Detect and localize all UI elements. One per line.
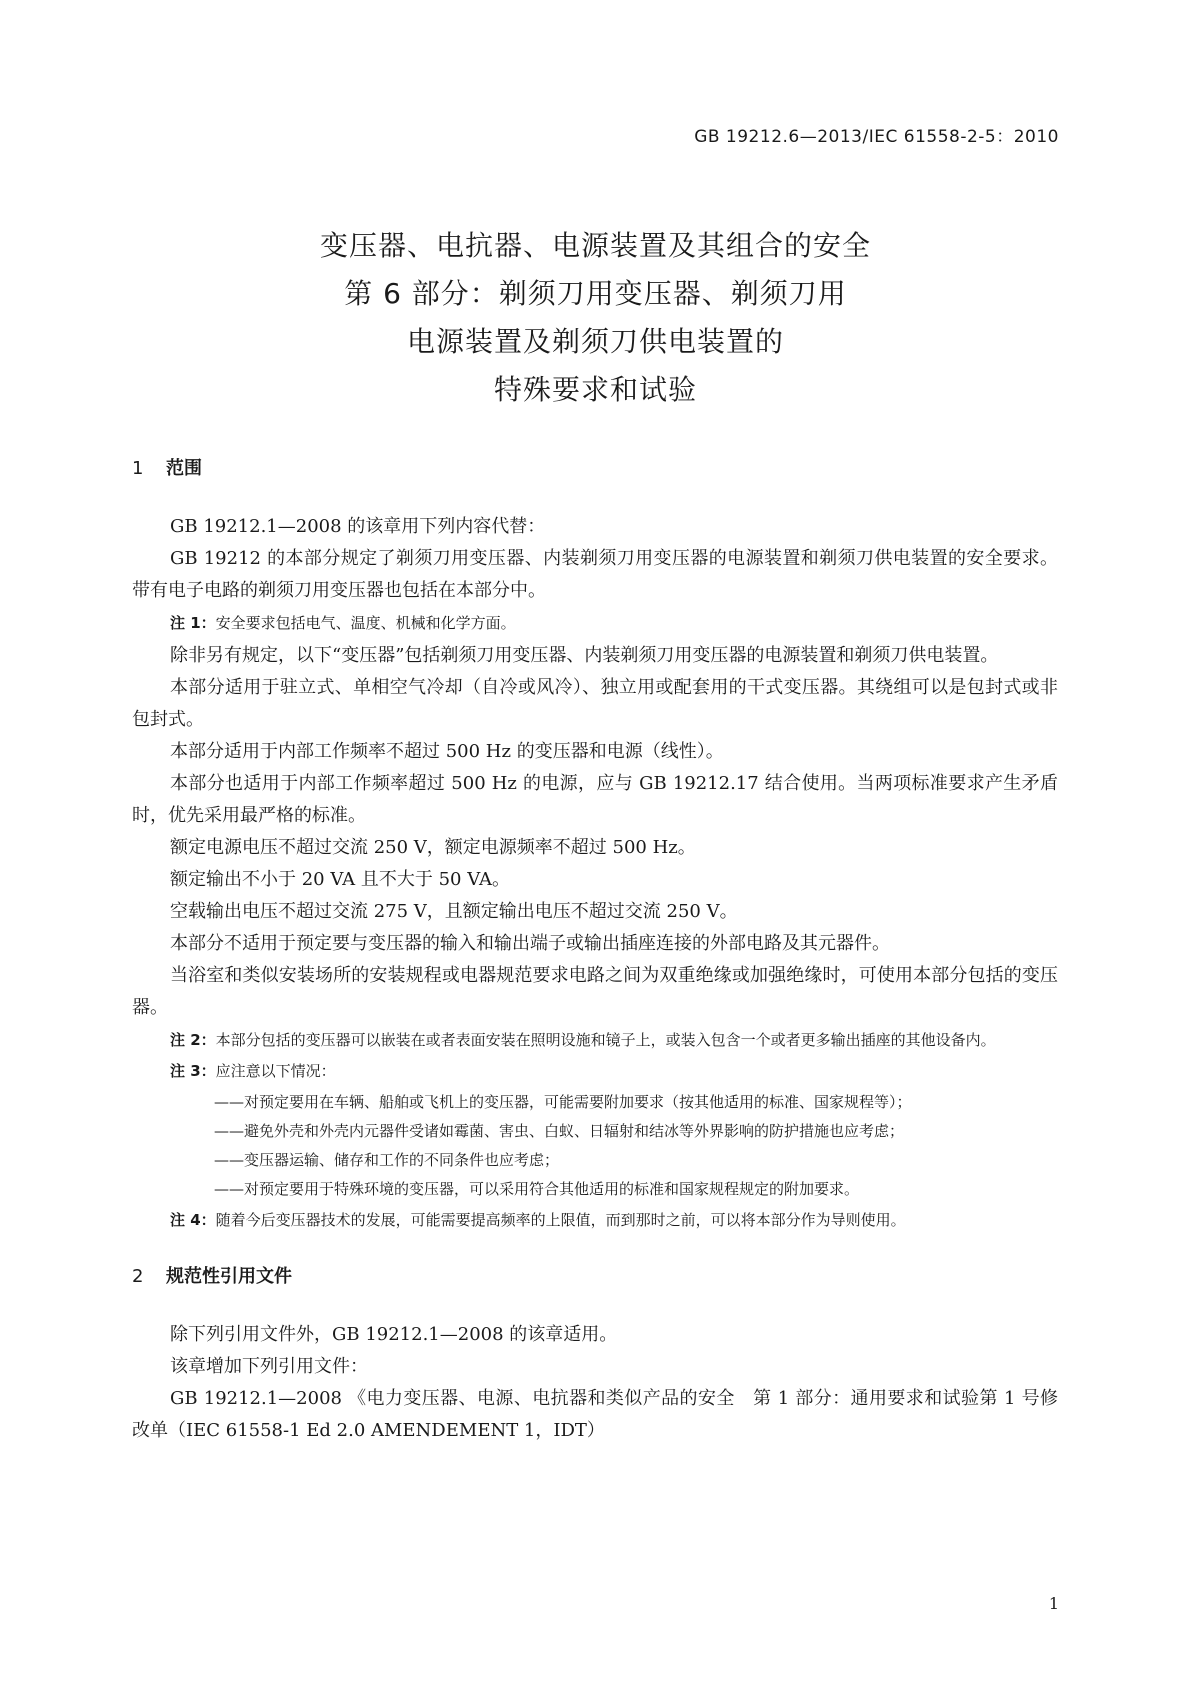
- section-heading-normative-references: [132, 1263, 1058, 1291]
- paragraph: 空载输出电压不超过交流 275 V，且额定输出电压不超过交流 250 V。: [170, 901, 738, 922]
- title-line: 第 6 部分：剃须刀用变压器、剃须刀用: [344, 277, 847, 310]
- paragraph: 本部分不适用于预定要与变压器的输入和输出端子或输出插座连接的外部电路及其元器件。: [170, 933, 890, 954]
- note-text: 安全要求包括电气、温度、机械和化学方面。: [215, 614, 516, 632]
- document-title: [0, 222, 1191, 414]
- note-label: 注 3：: [170, 1062, 216, 1080]
- note-text: 随着今后变压器技术的发展，可能需要提高频率的上限值，而到那时之前，可以将本部分作为导则使用。: [215, 1211, 906, 1229]
- note-text: 本部分包括的变压器可以嵌装在或者表面安装在照明设施和镜子上，或装入包含一个或者更多输出插座的其他设备内。: [215, 1031, 996, 1049]
- paragraph: GB 19212 的本部分规定了剃须刀用变压器、内装剃须刀用变压器的电源装置和剃须刀供电装置的安全要求。带有电子电路的剃须刀用变压器也包括在本部分中。: [132, 548, 1058, 601]
- note-label: 注 2：: [170, 1031, 216, 1049]
- note-list-item: ——对预定要用在车辆、船舶或飞机上的变压器，可能需要附加要求（按其他适用的标准、国家规程等）；: [214, 1093, 912, 1111]
- section-number: 1: [132, 458, 144, 479]
- paragraph: 额定输出不小于 20 VA 且不大于 50 VA。: [170, 869, 510, 890]
- section-title: 范围: [166, 458, 202, 479]
- section-heading-scope: [132, 455, 1058, 483]
- note-1: [132, 609, 1058, 638]
- paragraph: 本部分适用于内部工作频率不超过 500 Hz 的变压器和电源（线性）。: [170, 741, 724, 762]
- paragraph: GB 19212.1—2008 《电力变压器、电源、电抗器和类似产品的安全 第 1 部分：通用要求和试验第 1 号修改单（IEC 61558-1 Ed 2.0 AMENDEMENT 1，IDT）: [132, 1388, 1058, 1441]
- title-line: 电源装置及剃须刀供电装置的: [406, 325, 784, 358]
- standard-code: GB 19212.6—2013/IEC 61558-2-5：2010: [694, 127, 1059, 147]
- note-list-item: ——避免外壳和外壳内元器件受诸如霉菌、害虫、白蚁、日辐射和结冰等外界影响的防护措施也应考虑；: [214, 1122, 905, 1140]
- title-line: 特殊要求和试验: [493, 373, 697, 406]
- note-label: 注 1：: [170, 614, 216, 632]
- paragraph: 额定电源电压不超过交流 250 V，额定电源频率不超过 500 Hz。: [170, 837, 696, 858]
- paragraph: 当浴室和类似安装场所的安装规程或电器规范要求电路之间为双重绝缘或加强绝缘时，可使用本部分包括的变压器。: [132, 965, 1058, 1018]
- note-4: [132, 1206, 1058, 1235]
- note-text: 应注意以下情况：: [215, 1062, 336, 1080]
- title-line: 变压器、电抗器、电源装置及其组合的安全: [319, 229, 871, 262]
- paragraph: 该章增加下列引用文件：: [170, 1356, 368, 1377]
- paragraph: 除下列引用文件外，GB 19212.1—2008 的该章适用。: [170, 1324, 618, 1345]
- paragraph: GB 19212.1—2008 的该章用下列内容代替：: [170, 516, 546, 537]
- note-list-item: ——对预定要用于特殊环境的变压器，可以采用符合其他适用的标准和国家规程规定的附加要求。: [214, 1180, 860, 1198]
- note-list-item: ——变压器运输、储存和工作的不同条件也应考虑；: [214, 1151, 560, 1169]
- paragraph: 本部分适用于驻立式、单相空气冷却（自冷或风冷）、独立用或配套用的干式变压器。其绕组可以是包封式或非包封式。: [132, 677, 1058, 730]
- document-body: [132, 455, 1058, 1447]
- note-2: [132, 1026, 1058, 1055]
- paragraph: 除非另有规定，以下“变压器”包括剃须刀用变压器、内装剃须刀用变压器的电源装置和剃须刀供电装置。: [170, 645, 999, 666]
- page-number: 1: [1048, 1594, 1059, 1613]
- section-title: 规范性引用文件: [166, 1266, 292, 1287]
- note-3: [132, 1057, 1058, 1086]
- paragraph: 本部分也适用于内部工作频率超过 500 Hz 的电源，应与 GB 19212.17 结合使用。当两项标准要求产生矛盾时，优先采用最严格的标准。: [132, 773, 1058, 826]
- note-label: 注 4：: [170, 1211, 216, 1229]
- section-number: 2: [132, 1266, 144, 1287]
